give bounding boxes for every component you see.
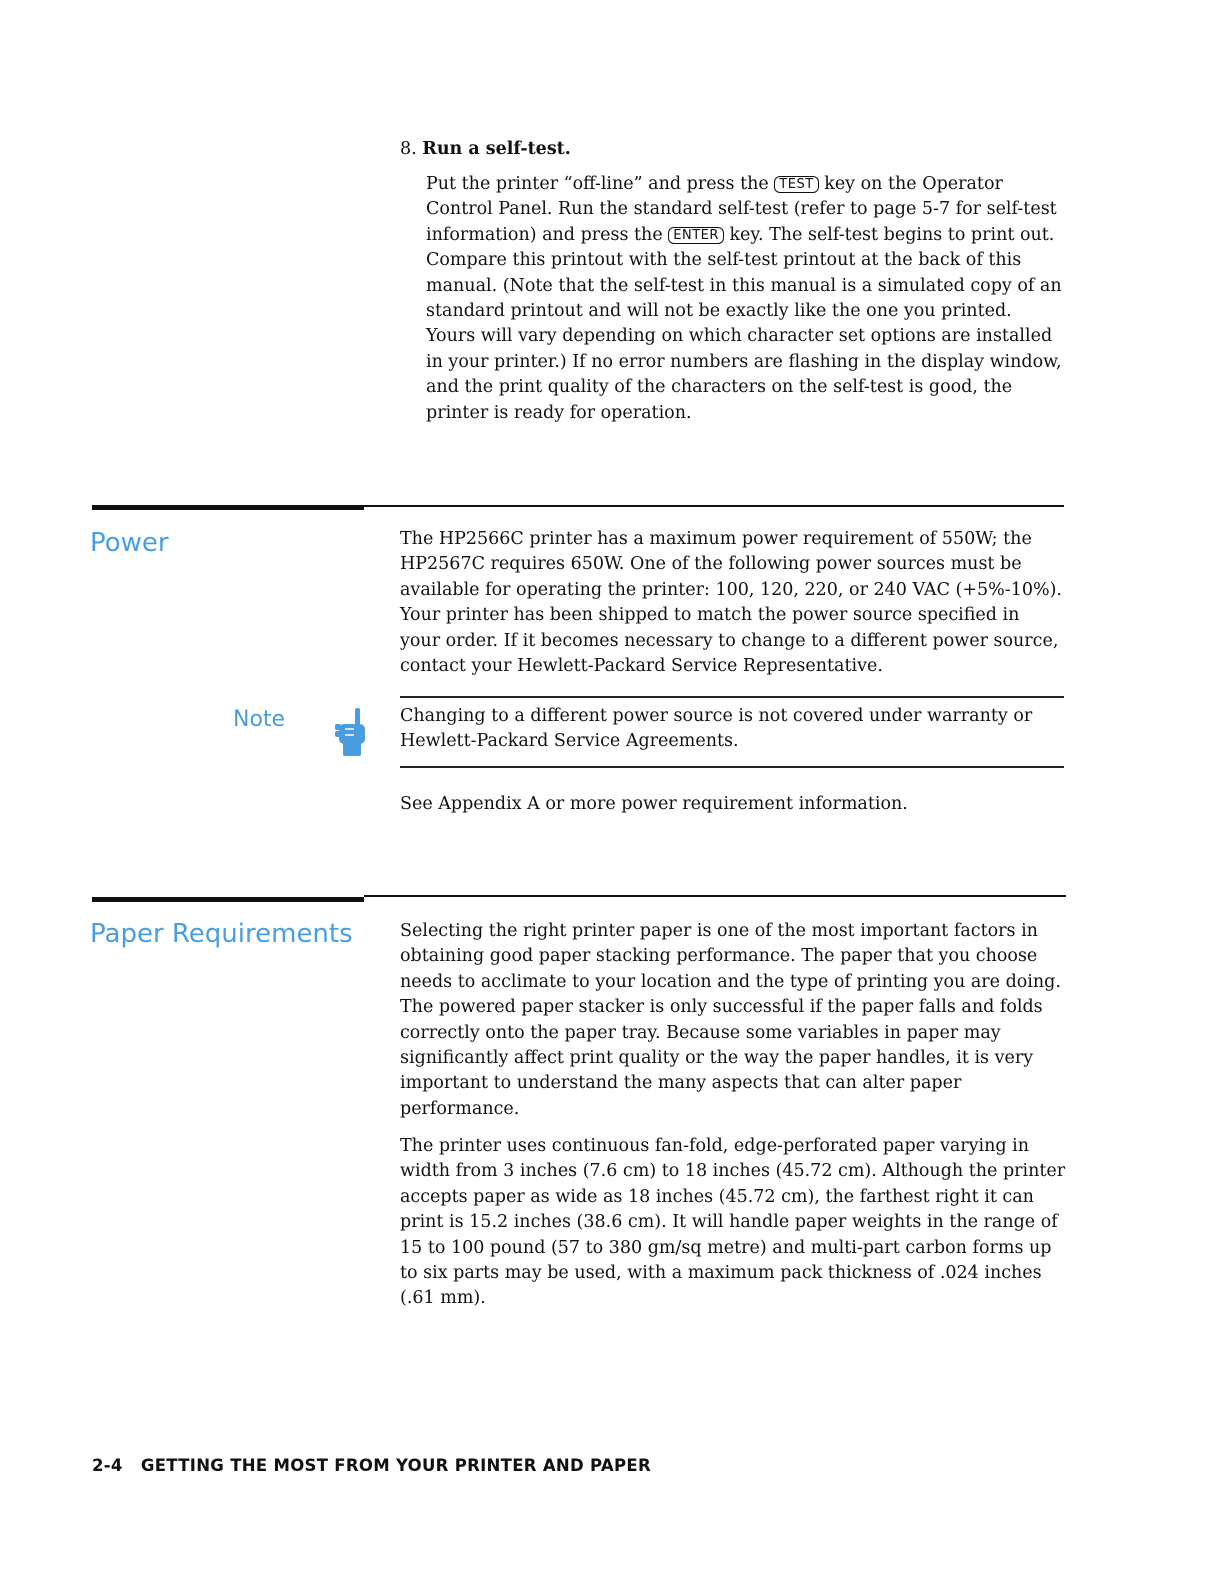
enter-key: ENTER — [668, 227, 724, 244]
step-number: 8. — [400, 139, 417, 159]
step-8-title — [400, 137, 571, 162]
step-title-text: Run a self-test. — [422, 139, 571, 159]
note-label: Note — [233, 707, 286, 732]
section-rule-thin — [364, 505, 1064, 507]
power-see-also: See Appendix A or more power requirement information. — [400, 794, 908, 814]
step-8-body: Put the printer “off-line” and press the TEST key on the Operator Control Panel. Run the standard self-test (refer to page 5-7 for self-test information) and press the ENTER key. The self-test begins to print out. Compare this printout with the self-test printout at the back of this manual. (Note that the self-test in this manual is a simulated copy of an standard printout and will not be exactly like the one you printed. Yours will vary depending on which character set options are installed in your printer.) If no error numbers are flashing in the display window, and the print quality of the characters on the self-test is good, the printer is ready for operation. — [426, 174, 1062, 423]
paper-para-2: The printer uses continuous fan-fold, edge-perforated paper varying in width from 3 inches (7.6 cm) to 18 inches (45.72 cm). Although the printer accepts paper as wide as 18 inches (45.72 cm), the farthest right it can print is 15.2 inches (38.6 cm). It will handle paper weights in the range of 15 to 100 pound (57 to 380 gm/sq metre) and multi-part carbon forms up to six parts may be used, with a maximum pack thickness of .024 inches (.61 mm). — [400, 1136, 1066, 1309]
note-top-rule — [400, 696, 1064, 698]
note-text: Changing to a different power source is not covered under warranty or Hewlett-Packard Service Agreements. — [400, 706, 1033, 752]
power-body: The HP2566C printer has a maximum power requirement of 550W; the HP2567C requires 650W. One of the following power sources must be available for operating the printer: 100, 120, 220, or 240 VAC (+5%-10%). Your printer has been shipped to match the power source specified in your order. If it becomes necessary to change to a different power source, contact your Hewlett-Packard Service Representative. — [400, 529, 1062, 677]
page-number: 2-4 — [92, 1456, 123, 1475]
page-footer — [92, 1456, 651, 1475]
power-heading: Power — [90, 528, 169, 558]
note-bottom-rule — [400, 766, 1064, 768]
test-key: TEST — [774, 176, 818, 193]
section-rule-thick — [92, 897, 364, 902]
footer-title: GETTING THE MOST FROM YOUR PRINTER AND PAPER — [140, 1456, 651, 1475]
paper-para-1: Selecting the right printer paper is one of the most important factors in obtaining good paper stacking performance. The paper that you choose needs to acclimate to your location and the type of printing you are doing. The powered paper stacker is only successful if the paper falls and folds correctly onto the paper tray. Because some variables in paper may significantly affect print quality or the way the paper handles, it is very important to understand the many aspects that can alter paper performance. — [400, 921, 1061, 1119]
section-rule-thick — [92, 505, 364, 510]
pointing-hand-icon — [334, 708, 370, 758]
section-rule-thin — [364, 895, 1066, 897]
paper-heading: Paper Requirements — [90, 919, 353, 949]
